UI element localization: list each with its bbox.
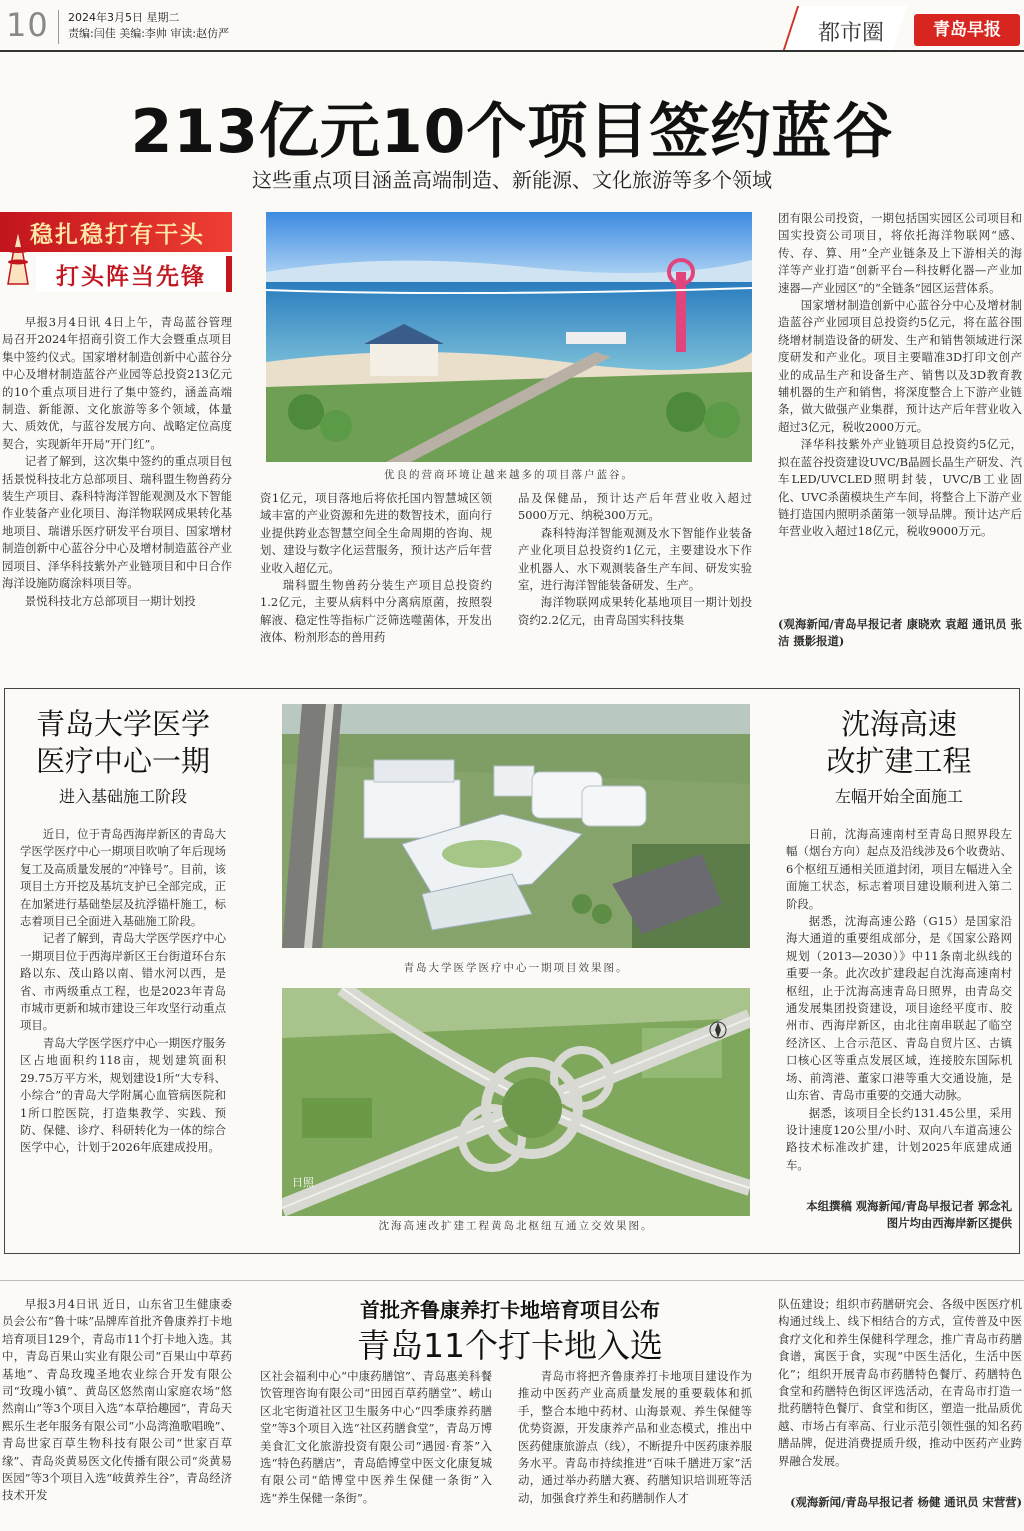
page-number: 10 bbox=[6, 6, 49, 44]
highway-byline-1: 本组撰稿 观海新闻/青岛早报记者 郭念礼 bbox=[806, 1199, 1012, 1213]
paragraph: 团有限公司投资，一期包括国实园区公司项目和国实投资公司项目，将依托海洋物联网“感、传、存、算、用”全产业链条及上下游相关的海洋等产业打造“创新平台—科技孵化器—产业加速器—产业园区”的“全链条”园区运营体系。 bbox=[778, 211, 1022, 295]
bottom-article-col-3 bbox=[518, 1368, 752, 1526]
bottom-article-col-1 bbox=[2, 1296, 232, 1526]
hospital-article-body bbox=[20, 826, 226, 1236]
highway-direction-label: 日照 bbox=[292, 1176, 314, 1189]
page-header bbox=[0, 0, 1024, 52]
banner-line-2: 打头阵当先锋 bbox=[56, 263, 206, 290]
bottom-article-col-2 bbox=[260, 1368, 492, 1526]
paragraph: 队伍建设；组织市药膳研究会、各级中医医疗机构通过线上、线下相结合的方式，宣传普及中医食疗文化和养生保健科学理念，推广青岛市药膳食谱，寓医于食，实现“中医生活化，生活中医化”；组织开展青岛市药膳特色餐厅、药膳特色食堂和药膳特色街区评选活动，在青岛市打造一批药膳特色餐厅、食堂和街区，塑造一批品质优越、市场占有率高、行业示范引领性强的知名药膳品牌，促进消费提质升级，推动中医药产业跨界融合发展。 bbox=[778, 1297, 1022, 1468]
hospital-title-line-2: 医疗中心一期 bbox=[35, 744, 210, 778]
newspaper-logo: 青岛早报 bbox=[914, 14, 1020, 46]
header-divider bbox=[58, 10, 59, 44]
top-article-byline: (观海新闻/青岛早报记者 康晓欢 袁超 通讯员 张洁 摄影报道) bbox=[778, 617, 1022, 649]
header-rule bbox=[0, 50, 1024, 52]
bottom-article-col-4 bbox=[778, 1296, 1022, 1492]
top-photo-caption: 优良的营商环境让越来越多的项目落户蓝谷。 bbox=[384, 469, 634, 481]
top-article-col-2 bbox=[260, 490, 492, 650]
paragraph: 资1亿元，项目落地后将依托国内智慧城区领域丰富的产业资源和先进的数智技术，面向行业提供跨业态智慧空间全生命周期的咨询、规划、建设与数字化运营服务，预计达产后年营业收入超亿元。 bbox=[260, 491, 492, 575]
bottom-section-rule bbox=[0, 1280, 1024, 1281]
paragraph: 国家增材制造创新中心蓝谷分中心及增材制造蓝谷产业园项目总投资约5亿元，将在蓝谷围绕增材制造设备的研发、生产和销售领域进行深度研发和产业化。项目主要瞄准3D打印文创产业的成品生产和设备生产、销售以及3D教育教辅机器的生产和销售，将深度整合上下游产业链条，做大做强产业集群，预计达产后年营业收入超过3亿元，税收2000万元。 bbox=[778, 298, 1022, 434]
bottom-kicker: 首批齐鲁康养打卡地培育项目公布 bbox=[360, 1298, 660, 1322]
paragraph: 青岛大学医学医疗中心一期医疗服务区占地面积约118亩，规划建筑面积29.75万平方米，规划建设1所“大专科、小综合”的青岛大学附属心血管病医院和1所口腔医院，打造集教学、实践、预防、保健、诊疗、科研转化为一体的综合医学中心，计划于2026年底建成投用。 bbox=[20, 1035, 226, 1155]
hospital-title-line-1: 青岛大学医学 bbox=[35, 707, 210, 741]
highway-illustration bbox=[282, 988, 750, 1216]
paragraph: 区社会福利中心“中康药膳馆”、青岛惠美科餐饮管理咨询有限公司“田园百草药膳堂”、崂山区北宅街道社区卫生服务中心“四季康养药膳堂”等3个项目入选“社区药膳食堂”，青岛万博美食汇文化旅游投资有限公司“遇园·育茶”入选“特色药膳店”，青岛皓博堂中医文化康复城有限公司“皓博堂中医养生保健一条街”入选“养生保健一条街”。 bbox=[260, 1369, 492, 1505]
paragraph: 青岛市将把齐鲁康养打卡地项目建设作为推动中医药产业高质量发展的重要载体和抓手，整合本地中药材、山海景观、养生保健等优势资源，开发康养产品和业态模式，推出中医药健康旅游点（线），不断提升中医药康养服务水平。青岛市持续推进“百味千膳进万家”活动，通过举办药膳大赛、药膳知识培训班等活动，加强食疗养生和药膳制作人才 bbox=[518, 1369, 752, 1505]
paragraph: 品及保健品，预计达产后年营业收入超过5000万元、纳税300万元。 bbox=[518, 491, 752, 523]
hospital-illustration bbox=[282, 704, 750, 948]
paragraph: 据悉，该项目全长约131.45公里，采用设计速度120公里/小时、双向八车道高速公路技术标准改扩建，计划2025年底建成通车。 bbox=[786, 1105, 1012, 1172]
issue-date: 2024年3月5日 星期二 bbox=[68, 11, 180, 24]
paragraph: 景悦科技北方总部项目一期计划投 bbox=[24, 593, 196, 608]
highway-rendering bbox=[282, 988, 750, 1216]
top-article-col-4 bbox=[778, 210, 1022, 616]
highway-title-line-2: 改扩建工程 bbox=[826, 744, 972, 778]
bottom-byline: (观海新闻/青岛早报记者 杨健 通讯员 宋营营) bbox=[790, 1495, 1022, 1509]
top-article-col-3 bbox=[518, 490, 752, 650]
hospital-title bbox=[14, 706, 232, 780]
highway-title-line-1: 沈海高速 bbox=[840, 707, 957, 741]
highway-subtitle: 左幅开始全面施工 bbox=[834, 787, 963, 806]
coastline-illustration bbox=[266, 212, 752, 462]
highway-title bbox=[790, 706, 1008, 780]
paragraph: 记者了解到，青岛大学医学医疗中心一期项目位于西海岸新区王台街道环台东路以东、茂山路以南、错水河以西，是省、市两级重点工程，也是2023年青岛市城市更新和城市建设三年攻坚行动重点项目。 bbox=[20, 931, 226, 1033]
banner-line-1: 稳扎稳打有干头 bbox=[30, 221, 205, 248]
main-headline: 213亿元10个项目签约蓝谷 bbox=[130, 97, 894, 167]
bottom-headline: 青岛11个打卡地入选 bbox=[357, 1326, 663, 1365]
campaign-banner bbox=[0, 212, 240, 294]
header-meta bbox=[68, 10, 229, 42]
paragraph: 记者了解到，这次集中签约的重点项目包括景悦科技北方总部项目、瑞科盟生物兽药分装生产项目、森科特海洋智能观测及水下智能作业装备产业化项目、海洋物联网成果转化基地项目、瑞谱乐医疗研发平台项目、国家增材制造创新中心蓝谷分中心及增材制造蓝谷产业园项目、泽华科技紫外产业链项目和中日合作海洋设施防腐涂料项目等。 bbox=[2, 454, 232, 591]
paragraph: 近日，位于青岛西海岸新区的青岛大学医学医疗中心一期项目吹响了年后现场复工及高质量发展的“冲锋号”。目前，该项目土方开挖及基坑支护已全部完成，正在加紧进行基础垫层及抗浮锚杆施工，标志着项目已全面进入基础施工阶段。 bbox=[20, 827, 226, 929]
paragraph: 泽华科技紫外产业链项目总投资约5亿元，拟在蓝谷投资建设UVC/B晶圆长晶生产研发、汽车LED/UVCLED照明封装，UVC/B工业固化、UVC杀菌模块生产车间，将整合上下游产业链打造国内照明杀菌第一领导品牌。预计达产后年营业收入超过18亿元，税收9000万元。 bbox=[778, 437, 1022, 539]
paragraph: 瑞科盟生物兽药分装生产项目总投资约1.2亿元，主要从病料中分离病原菌，按照裂解液、稳定性等指标广泛筛选噬菌体，开发出液体、粉剂形态的兽用药 bbox=[260, 578, 492, 645]
top-article-col-1 bbox=[2, 314, 232, 648]
highway-byline-2: 图片均由西海岸新区提供 bbox=[886, 1216, 1012, 1231]
paragraph: 早报3月4日讯 4日上午，青岛蓝谷管理局召开2024年招商引资工作大会暨重点项目集中签约仪式。国家增材制造创新中心蓝谷分中心及增材制造蓝谷产业园等总投资213亿元的10个重点项目进行了集中签约，涵盖高端制造、新能源、文化旅游等多个领域，体量大、质效优，与蓝谷发展方向、战略定位高度契合，实现新年开局“开门红”。 bbox=[2, 315, 232, 451]
editor-credits: 责编:闫佳 美编:李帅 审读:赵仿严 bbox=[68, 27, 230, 40]
paragraph: 据悉，沈海高速公路（G15）是国家沿海大通道的重要组成部分，是《国家公路网规划（2013—2030）》中11条南北纵线的重要一条。此次改扩建段起自沈海高速南村枢纽，止于沈海高速青岛日照界，由青岛交通发展集团投资建设，项目途经平度市、胶州市、西海岸新区，由北往南串联起了临空经济区、上合示范区、青岛自贸片区、古镇口核心区等重点发展区域，连接胶东国际机场、前湾港、董家口港等重大交通设施，是山东省、青岛市重要的交通大动脉。 bbox=[786, 914, 1012, 1103]
main-subheadline: 这些重点项目涵盖高端制造、新能源、文化旅游等多个领域 bbox=[252, 168, 772, 192]
highway-byline bbox=[786, 1198, 1012, 1233]
hospital-subtitle: 进入基础施工阶段 bbox=[58, 787, 187, 806]
hospital-photo-caption: 青岛大学医学医疗中心一期项目效果图。 bbox=[403, 962, 629, 974]
section-name: 都市圈 bbox=[818, 21, 885, 46]
highway-article-body bbox=[786, 826, 1012, 1196]
highway-photo-caption: 沈海高速改扩建工程黄岛北枢纽互通立交效果图。 bbox=[378, 1220, 654, 1232]
paragraph: 海洋物联网成果转化基地项目一期计划投资约2.2亿元，由青岛国实科技集 bbox=[518, 595, 752, 627]
paragraph: 早报3月4日讯 近日，山东省卫生健康委员会公布“鲁十味”品牌库首批齐鲁康养打卡地培育项目129个，青岛市11个打卡地入选。其中，青岛百果山实业有限公司“百果山中草药基地”、青岛玫瑰圣地农业综合开发有限公司“玫瑰小镇”、黄岛区悠然南山家庭农场“悠然南山”等3个项目入选“本草拾趣园”，青岛天熙乐生老年服务有限公司“小岛湾渔歌唱晚”、青岛世家百草生物科技有限公司“世家百草缘”、青岛炎黄易医文化传播有限公司“炎黄易医园”等3个项目入选“岐黄养生谷”，青岛经济技术开发 bbox=[2, 1297, 232, 1503]
top-photo-coastline bbox=[266, 212, 752, 462]
paragraph: 日前，沈海高速南村至青岛日照界段左幅（烟台方向）起点及沿线涉及6个收费站、6个枢纽互通相关匝道封闭，项目左幅进入全面施工状态，标志着项目建设顺利进入第二阶段。 bbox=[786, 827, 1012, 911]
paragraph: 森科特海洋智能观测及水下智能作业装备产业化项目总投资约1亿元，主要建设水下作业机器人、水下观测装备生产车间、研发实验室，进行海洋智能装备研发、生产。 bbox=[518, 525, 752, 593]
hospital-rendering bbox=[282, 704, 750, 948]
